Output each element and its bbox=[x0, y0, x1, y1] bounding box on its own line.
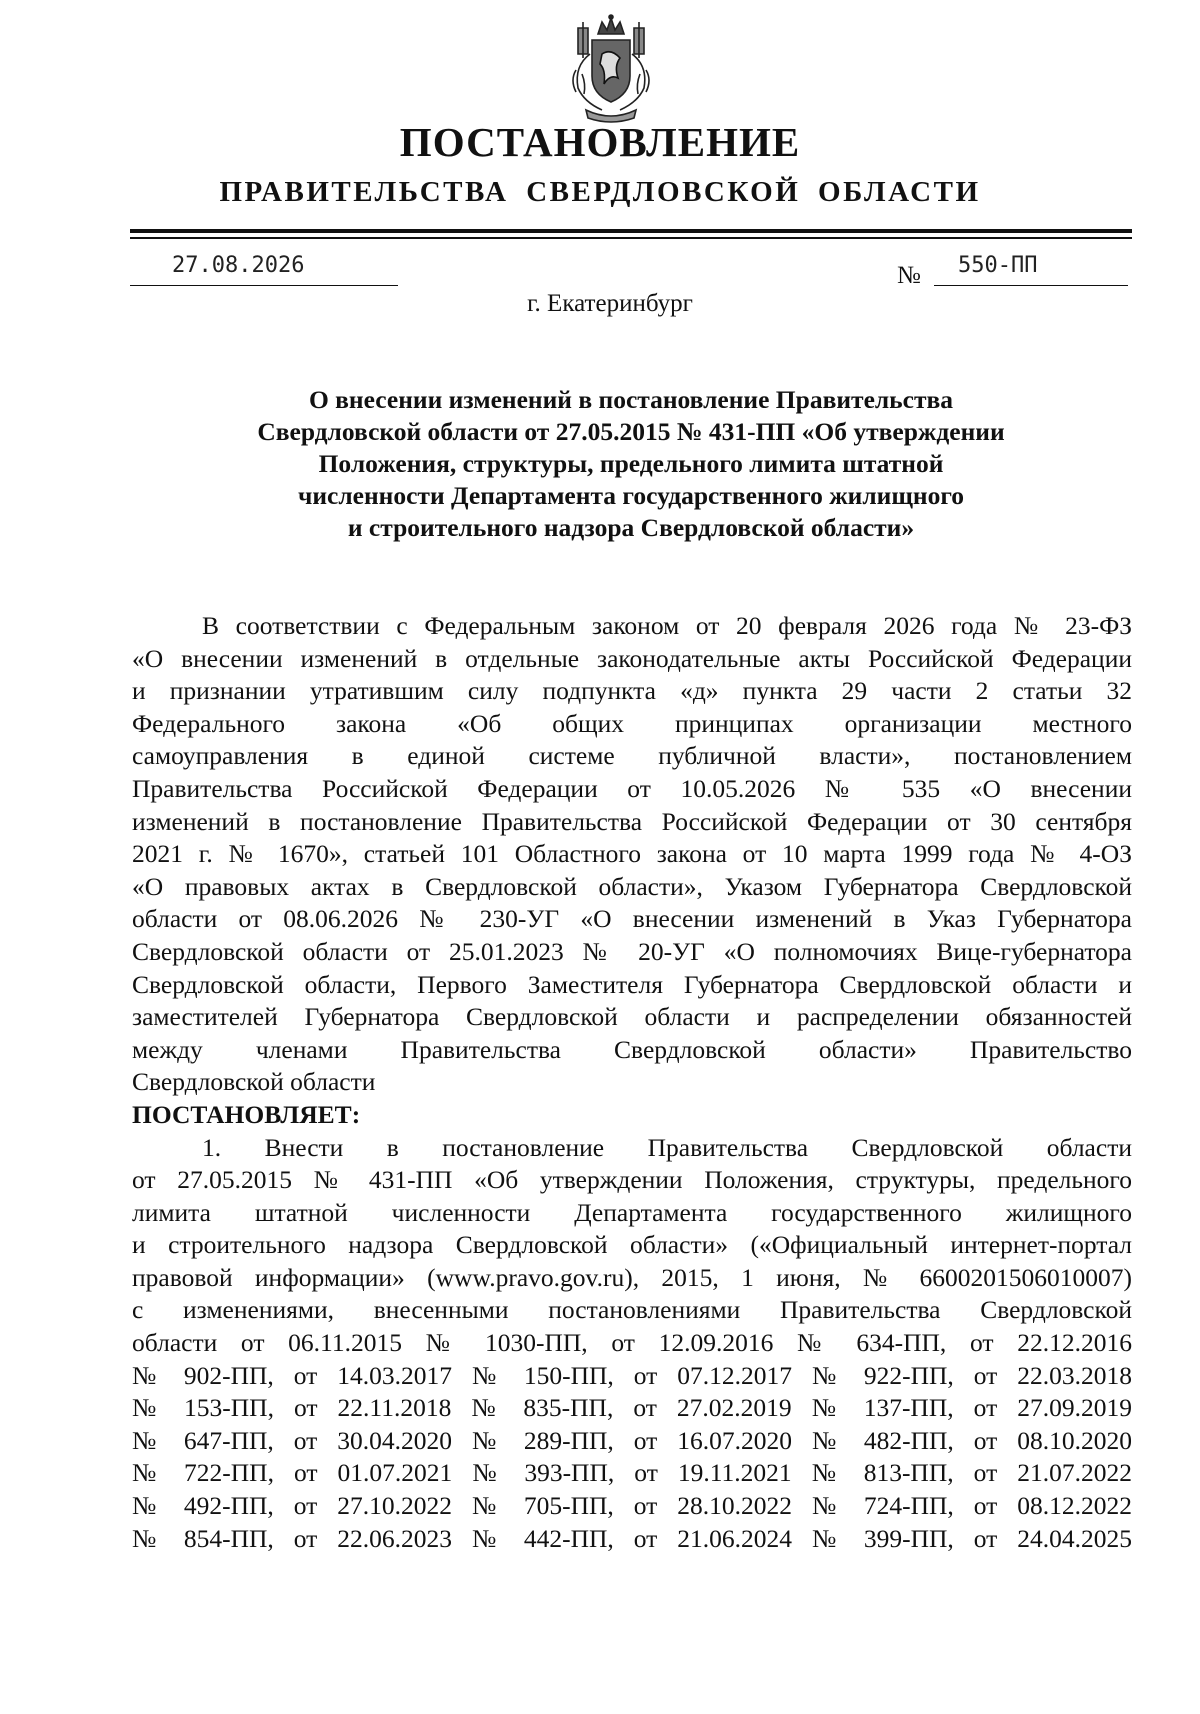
coat-of-arms-emblem bbox=[564, 14, 658, 126]
header-rule-thick bbox=[130, 229, 1132, 233]
heading-line: и строительного надзора Свердловской области» bbox=[347, 513, 915, 542]
preamble-line: области от 08.06.2026 № 230-УГ «О внесении изменений в Указ Губернатора bbox=[132, 904, 1132, 934]
preamble-line: Федерального закона «Об общих принципах организации местного bbox=[132, 708, 1132, 738]
item-1-line: № 647-ПП, от 30.04.2020 № 289-ПП, от 16.07.2020 № 482-ПП, от 08.10.2020 bbox=[132, 1425, 1132, 1455]
item-1-line: № 492-ПП, от 27.10.2022 № 705-ПП, от 28.10.2022 № 724-ПП, от 08.12.2022 bbox=[132, 1491, 1132, 1521]
preamble-line: 2021 г. № 1670», статьей 101 Областного закона от 10 марта 1999 года № 4-ОЗ bbox=[132, 839, 1132, 869]
heading-line: О внесении изменений в постановление Правительства bbox=[308, 385, 954, 414]
item-1-line: № 854-ПП, от 22.06.2023 № 442-ПП, от 21.06.2024 № 399-ПП, от 24.04.2025 bbox=[132, 1523, 1132, 1553]
preamble-line: и признании утратившим силу подпункта «д» пункта 29 части 2 статьи 32 bbox=[132, 676, 1132, 706]
item-1-line: с изменениями, внесенными постановлениями Правительства Свердловской bbox=[132, 1295, 1132, 1325]
item-1-line: лимита штатной численности Департамента государственного жилищного bbox=[132, 1197, 1132, 1227]
preamble-line: «О правовых актах в Свердловской области», Указом Губернатора Свердловской bbox=[132, 871, 1132, 901]
document-body bbox=[132, 610, 1132, 1555]
issuing-authority-subtitle: ПРАВИТЕЛЬСТВА СВЕРДЛОВСКОЙ ОБЛАСТИ bbox=[219, 176, 981, 208]
decree-date: 27.08.2026 bbox=[172, 253, 305, 278]
date-field bbox=[130, 253, 398, 286]
document-heading bbox=[130, 384, 1132, 544]
heading-line: Свердловской области от 27.05.2015 № 431-ПП «Об утверждении bbox=[257, 417, 1005, 446]
preamble-paragraph bbox=[132, 610, 1132, 1099]
preamble-line: между членами Правительства Свердловской области» Правительство bbox=[132, 1034, 1132, 1064]
item-1-line: от 27.05.2015 № 431-ПП «Об утверждении Положения, структуры, предельного bbox=[132, 1165, 1132, 1195]
preamble-line: Правительства Российской Федерации от 10.05.2026 № 535 «О внесении bbox=[132, 773, 1132, 803]
preamble-line: самоуправления в единой системе публичной власти», постановлением bbox=[132, 741, 1132, 771]
city-name: г. Екатеринбург bbox=[527, 290, 693, 317]
document-type-title: ПОСТАНОВЛЕНИЕ bbox=[399, 119, 801, 165]
item-1-line: № 153-ПП, от 22.11.2018 № 835-ПП, от 27.02.2019 № 137-ПП, от 27.09.2019 bbox=[132, 1393, 1132, 1423]
item-1-line: № 722-ПП, от 01.07.2021 № 393-ПП, от 19.11.2021 № 813-ПП, от 21.07.2022 bbox=[132, 1458, 1132, 1488]
item-1-line: № 902-ПП, от 14.03.2017 № 150-ПП, от 07.12.2017 № 922-ПП, от 22.03.2018 bbox=[132, 1360, 1132, 1390]
decree-operative-word: ПОСТАНОВЛЯЕТ: bbox=[132, 1099, 361, 1129]
item-1-line: правовой информации» (www.pravo.gov.ru), 2015, 1 июня, № 6600201506010007) bbox=[132, 1262, 1132, 1292]
item-1-line: 1. Внести в постановление Правительства Свердловской области bbox=[202, 1132, 1132, 1162]
heading-line: Положения, структуры, предельного лимита штатной bbox=[318, 449, 944, 478]
preamble-line: «О внесении изменений в отдельные законодательные акты Российской Федерации bbox=[132, 643, 1132, 673]
item-1-line: области от 06.11.2015 № 1030-ПП, от 12.09.2016 № 634-ПП, от 22.12.2016 bbox=[132, 1328, 1132, 1358]
number-field bbox=[934, 253, 1128, 286]
preamble-line: Свердловской области bbox=[132, 1067, 376, 1097]
preamble-line: В соответствии с Федеральным законом от 20 февраля 2026 года № 23-ФЗ bbox=[202, 611, 1132, 640]
preamble-line: заместителей Губернатора Свердловской области и распределении обязанностей bbox=[132, 1002, 1132, 1032]
heading-line: численности Департамента государственного жилищного bbox=[297, 481, 965, 510]
preamble-line: изменений в постановление Правительства Российской Федерации от 30 сентября bbox=[132, 806, 1132, 836]
item-1-line: и строительного надзора Свердловской области» («Официальный интернет-портал bbox=[132, 1230, 1132, 1260]
preamble-line: Свердловской области, Первого Заместителя Губернатора Свердловской области и bbox=[132, 969, 1132, 999]
header-rule-thin bbox=[130, 237, 1132, 239]
decree-number: 550-ПП bbox=[958, 253, 1038, 278]
number-sign: № bbox=[897, 262, 921, 289]
preamble-line: Свердловской области от 25.01.2023 № 20-УГ «О полномочиях Вице-губернатора bbox=[132, 936, 1132, 966]
item-1-paragraph bbox=[132, 1132, 1132, 1556]
